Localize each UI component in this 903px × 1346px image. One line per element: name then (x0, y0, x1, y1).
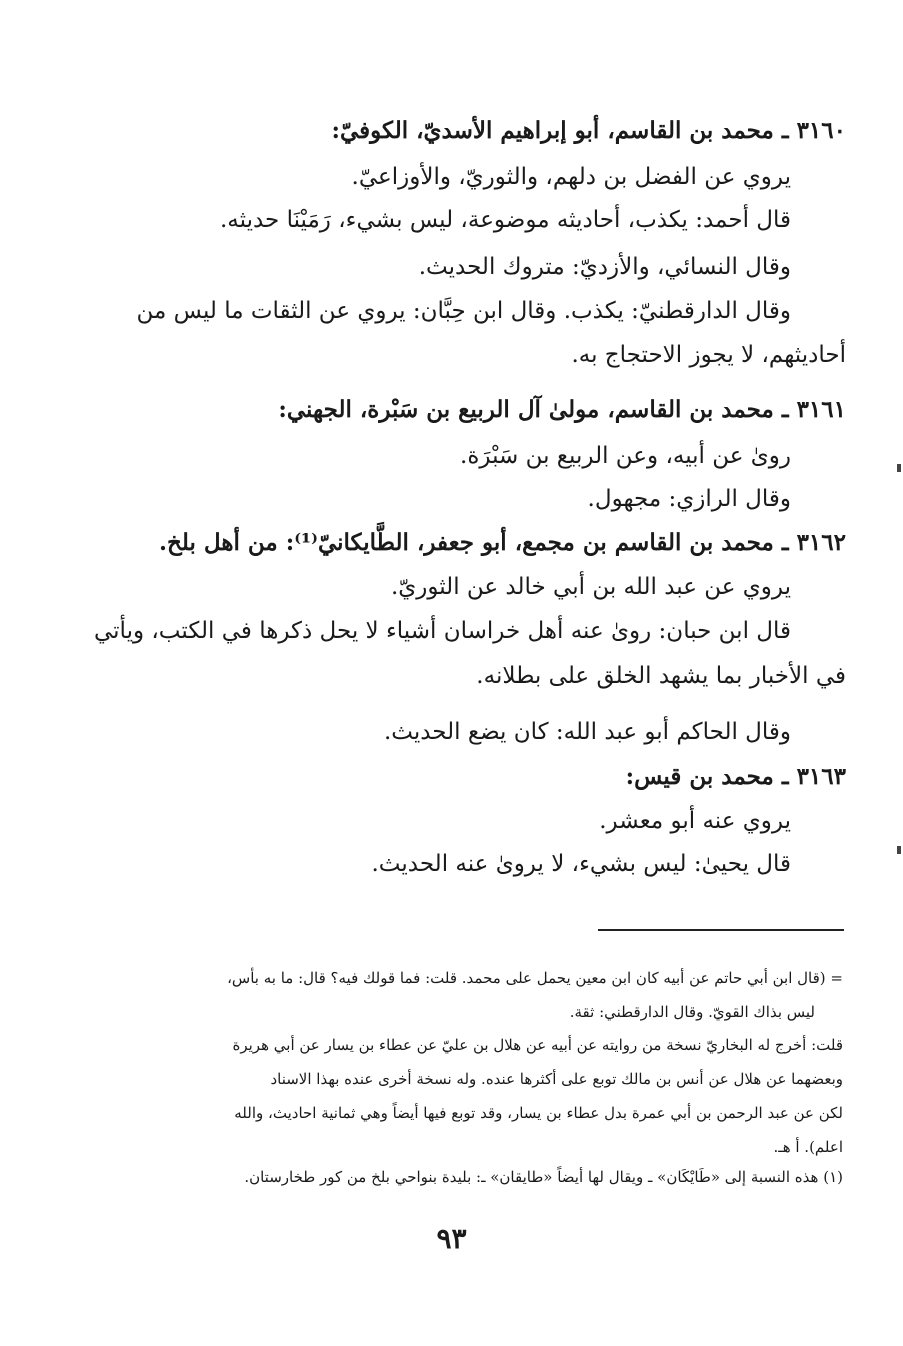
footnote-line: اعلم). أ هـ. (773, 1138, 843, 1156)
entry-line: أحاديثهم، لا يجوز الاحتجاج به. (571, 342, 846, 368)
footnote-line: لكن عن عبد الرحمن بن أبي عمرة بدل عطاء بن يسار، وقد توبع فيها أيضاً وهي ثمانية احاديث، والله (234, 1104, 843, 1122)
entry-line: قال أحمد: يكذب، أحاديثه موضوعة، ليس بشيء، رَمَيْنَا حديثه. (220, 207, 791, 233)
entry-line: يروي عن الفضل بن دلهم، والثوريّ، والأوزاعيّ. (351, 164, 791, 190)
footnote-line: وبعضهما عن هلال عن أنس بن مالك توبع على أكثرها عنده. وله نسخة أخرى عنده بهذا الاسناد (270, 1070, 843, 1088)
footnote-line: ليس بذاك القويّ. وقال الدارقطني: ثقة. (569, 1003, 815, 1021)
entry-line: يروي عن عبد الله بن أبي خالد عن الثوريّ. (390, 574, 791, 600)
footnote-1: (١) هذه النسبة إلى «طَايْكَان» ـ ويقال لها أيضاً «طايقان» ـ: بليدة بنواحي بلخ من كور طخارستان. (244, 1168, 843, 1186)
scan-mark (897, 464, 901, 472)
entry-line: قال يحيىٰ: ليس بشيء، لا يروىٰ عنه الحديث. (371, 851, 791, 877)
footnote-separator (598, 929, 844, 931)
entry-line: وقال النسائي، والأزديّ: متروك الحديث. (418, 254, 791, 280)
entry-heading-3162: ٣١٦٢ ـ محمد بن القاسم بن مجمع، أبو جعفر، الطَّايكانيّ⁽¹⁾: من أهل بلخ. (159, 529, 846, 556)
entry-line: في الأخبار بما يشهد الخلق على بطلانه. (476, 663, 846, 689)
entry-line: قال ابن حبان: روىٰ عنه أهل خراسان أشياء لا يحل ذكرها في الكتب، ويأتي (93, 618, 791, 644)
entry-line: وقال الحاكم أبو عبد الله: كان يضع الحديث. (383, 719, 791, 745)
entry-heading-3161: ٣١٦١ ـ محمد بن القاسم، مولىٰ آل الربيع بن سَبْرة، الجهني: (278, 396, 846, 423)
page-number: ٩٣ (436, 1222, 467, 1255)
scan-mark (897, 846, 901, 854)
entry-heading-3163: ٣١٦٣ ـ محمد بن قيس: (625, 763, 846, 790)
footnote-line: قلت: أخرج له البخاريّ نسخة من روايته عن أبيه عن هلال بن عليّ عن عطاء بن يسار عن أبي هريرة (232, 1036, 843, 1054)
entry-line: وقال الرازي: مجهول. (587, 486, 791, 512)
entry-line: وقال الدارقطنيّ: يكذب. وقال ابن حِبَّان: يروي عن الثقات ما ليس من (136, 298, 791, 324)
footnote-line: = (قال ابن أبي حاتم عن أبيه كان ابن معين يحمل على محمد. قلت: فما قولك فيه؟ قال: ما به بأس، (227, 969, 843, 987)
entry-line: روىٰ عن أبيه، وعن الربيع بن سَبْرَة. (460, 443, 791, 469)
entry-line: يروي عنه أبو معشر. (599, 808, 791, 834)
entry-heading-3160: ٣١٦٠ ـ محمد بن القاسم، أبو إبراهيم الأسديّ، الكوفيّ: (331, 117, 846, 144)
